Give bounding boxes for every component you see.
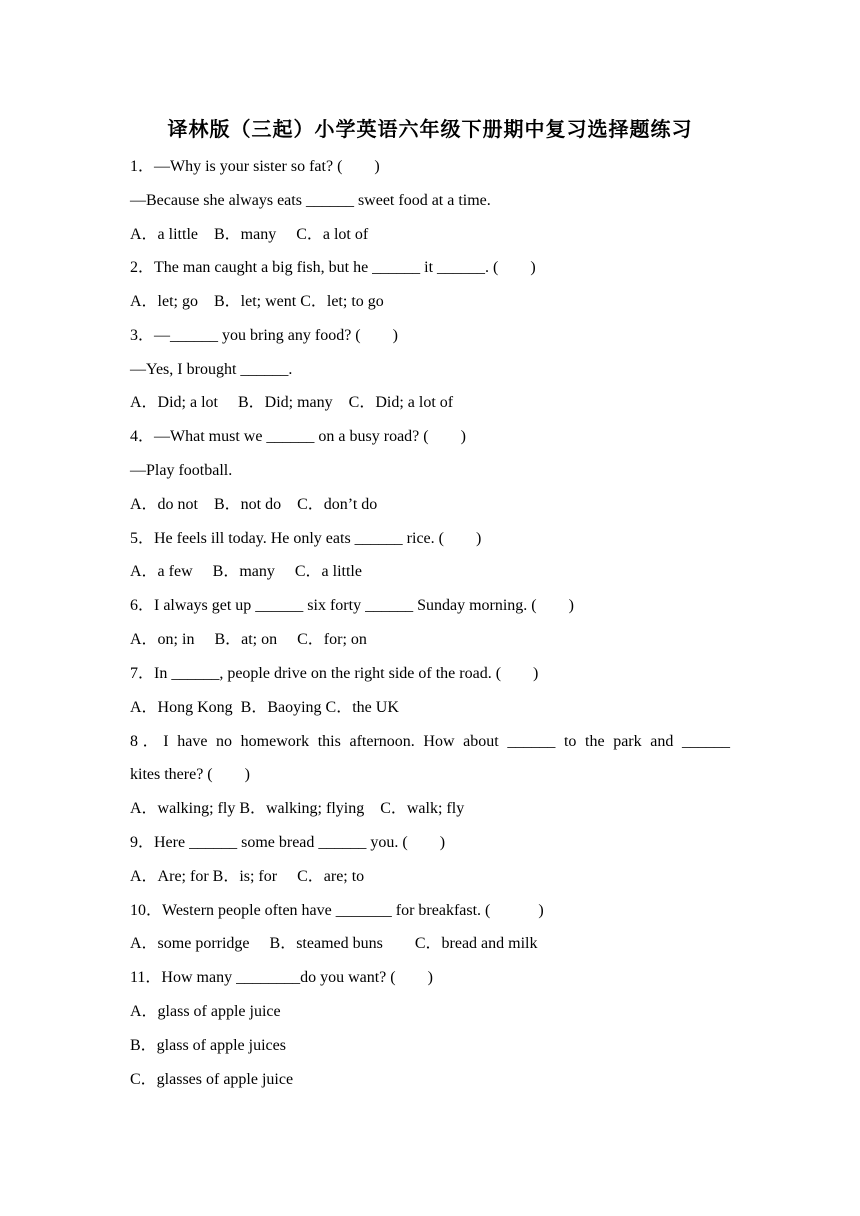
worksheet-title: 译林版（三起）小学英语六年级下册期中复习选择题练习 — [167, 117, 693, 141]
question-3-prompt: 3．—______ you bring any food? ( ) — [130, 327, 398, 344]
question-7-prompt: 7．In ______, people drive on the right side of the road. ( ) — [130, 665, 539, 682]
question-1-options: A．a little B．many C．a lot of — [130, 226, 369, 243]
question-2-options: A．let; go B．let; went C．let; to go — [130, 293, 384, 310]
question-10-prompt: 10．Western people often have _______ for breakfast. ( ) — [130, 902, 544, 919]
question-11-prompt: 11．How many ________do you want? ( ) — [130, 969, 433, 986]
question-6-prompt: 6．I always get up ______ six forty ______ Sunday morning. ( ) — [130, 597, 574, 614]
question-5-prompt: 5．He feels ill today. He only eats ______ rice. ( ) — [130, 530, 482, 547]
question-11-option-b: B．glass of apple juices — [130, 1037, 286, 1054]
question-11-option-c: C．glasses of apple juice — [130, 1071, 294, 1088]
question-8-prompt: 8．I have no homework this afternoon. How about ______ to the park and ______ — [130, 733, 731, 750]
question-10-options: A．some porridge B．steamed buns C．bread and milk — [130, 935, 538, 952]
question-1-prompt: 1．—Why is your sister so fat? ( ) — [130, 158, 380, 175]
question-4-options: A．do not B．not do C．don’t do — [130, 496, 378, 513]
question-11-option-a: A．glass of apple juice — [130, 1003, 281, 1020]
question-9-options: A．Are; for B．is; for C．are; to — [130, 868, 365, 885]
question-4-answer-line: —Play football. — [130, 462, 233, 479]
question-1-answer-line: —Because she always eats ______ sweet food at a time. — [130, 192, 491, 209]
question-7-options: A．Hong Kong B．Baoying C．the UK — [130, 699, 399, 716]
question-8-options: A．walking; fly B．walking; flying C．walk; fly — [130, 800, 465, 817]
question-3-options: A．Did; a lot B．Did; many C．Did; a lot of — [130, 394, 454, 411]
question-4-prompt: 4．—What must we ______ on a busy road? ( ) — [130, 428, 466, 445]
question-9-prompt: 9．Here ______ some bread ______ you. ( ) — [130, 834, 446, 851]
question-2-prompt: 2．The man caught a big fish, but he ______ it ______. ( ) — [130, 259, 536, 276]
question-3-answer-line: —Yes, I brought ______. — [130, 361, 293, 378]
question-6-options: A．on; in B．at; on C．for; on — [130, 631, 367, 648]
question-5-options: A．a few B．many C．a little — [130, 563, 362, 580]
question-8-prompt-continued: kites there? ( ) — [130, 766, 250, 783]
